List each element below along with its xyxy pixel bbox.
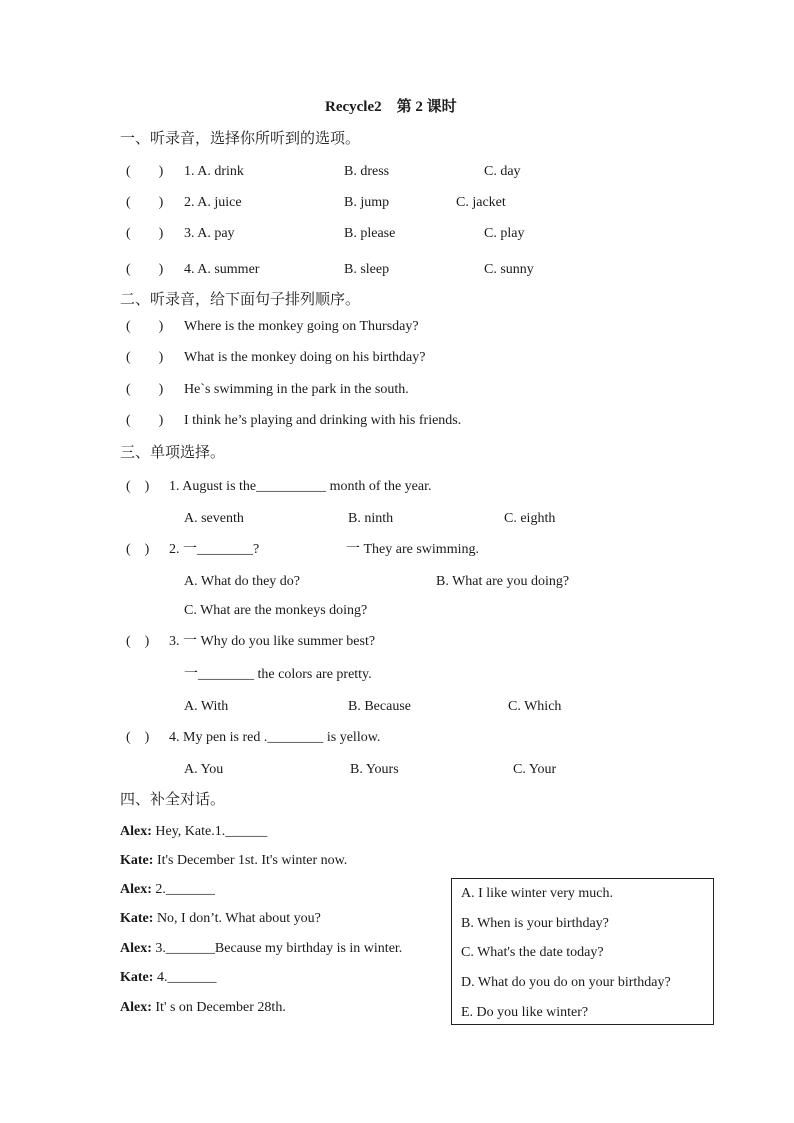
- dialogue-text: It's December 1st. It's winter now.: [156, 853, 348, 868]
- question-option-a: 3. A. pay: [184, 226, 235, 241]
- answer-paren[interactable]: ( ): [126, 542, 150, 557]
- dialogue-text: 4._______: [156, 970, 217, 985]
- dialogue-line-7: [120, 999, 286, 1017]
- dialogue-line-4: [120, 910, 321, 928]
- answer-paren[interactable]: ( ): [126, 319, 164, 334]
- speaker-name: Alex:: [120, 941, 152, 956]
- dialogue-line-5: [120, 940, 402, 958]
- option-c: C. sunny: [484, 262, 534, 277]
- speaker-name: Kate:: [120, 911, 154, 926]
- option-c: C. day: [484, 164, 521, 179]
- dialogue-text: Hey, Kate.1.______: [155, 824, 268, 839]
- option-c: C. eighth: [504, 511, 556, 526]
- box-option-a: A. I like winter very much.: [461, 886, 614, 901]
- option-b: B. dress: [344, 164, 390, 179]
- page-title: Recycle2 第 2 课时: [325, 99, 457, 115]
- question-option-a: 4. A. summer: [184, 262, 260, 277]
- question-option-a: 2. A. juice: [184, 195, 242, 210]
- answer-paren[interactable]: ( ): [126, 262, 164, 277]
- answer-paren[interactable]: ( ): [126, 382, 164, 397]
- question-stem: 3. 一 Why do you like summer best?: [169, 634, 376, 649]
- box-option-d: D. What do you do on your birthday?: [461, 975, 671, 990]
- option-c: C. Which: [508, 699, 562, 714]
- question-stem: 1. August is the__________ month of the year.: [169, 479, 432, 494]
- option-b: B. please: [344, 226, 396, 241]
- question-stem: 4. My pen is red .________ is yellow.: [169, 730, 381, 745]
- speaker-name: Alex:: [120, 824, 152, 839]
- option-a: A. What do they do?: [184, 574, 300, 589]
- speaker-name: Kate:: [120, 853, 154, 868]
- option-b: B. What are you doing?: [436, 574, 570, 589]
- order-sentence: I think he’s playing and drinking with his friends.: [184, 413, 462, 428]
- box-option-c: C. What's the date today?: [461, 945, 604, 960]
- question-reply: 一 They are swimming.: [346, 542, 479, 557]
- dialogue-text: 2._______: [155, 882, 215, 897]
- dialogue-text: It' s on December 28th.: [155, 1000, 286, 1015]
- answer-paren[interactable]: ( ): [126, 195, 164, 210]
- speaker-name: Kate:: [120, 970, 154, 985]
- box-option-b: B. When is your birthday?: [461, 916, 609, 931]
- option-a: A. seventh: [184, 511, 244, 526]
- option-a: A. You: [184, 762, 224, 777]
- option-c: C. Your: [513, 762, 557, 777]
- section-2-heading: 二、听录音，给下面句子排列顺序。: [120, 292, 361, 308]
- box-option-e: E. Do you like winter?: [461, 1005, 589, 1020]
- speaker-name: Alex:: [120, 1000, 152, 1015]
- question-reply: 一________ the colors are pretty.: [184, 667, 372, 682]
- dialogue-text: 3._______Because my birthday is in winter.: [155, 941, 403, 956]
- order-sentence: He`s swimming in the park in the south.: [184, 382, 409, 397]
- answer-paren[interactable]: ( ): [126, 479, 150, 494]
- dialogue-line-6: [120, 969, 216, 987]
- speaker-name: Alex:: [120, 882, 152, 897]
- answer-paren[interactable]: ( ): [126, 413, 164, 428]
- section-3-heading: 三、单项选择。: [120, 445, 226, 461]
- answer-paren[interactable]: ( ): [126, 350, 164, 365]
- question-stem: 2. 一________?: [169, 542, 260, 557]
- order-sentence: Where is the monkey going on Thursday?: [184, 319, 419, 334]
- answer-paren[interactable]: ( ): [126, 226, 164, 241]
- option-a: A. With: [184, 699, 229, 714]
- option-b: B. ninth: [348, 511, 394, 526]
- option-b: B. jump: [344, 195, 390, 210]
- section-1-heading: 一、听录音，选择你所听到的选项。: [120, 131, 361, 147]
- answer-paren[interactable]: ( ): [126, 634, 150, 649]
- answer-paren[interactable]: ( ): [126, 164, 164, 179]
- option-c: C. What are the monkeys doing?: [184, 603, 368, 618]
- option-b: B. Because: [348, 699, 411, 714]
- option-b: B. Yours: [350, 762, 399, 777]
- dialogue-line-2: [120, 852, 347, 870]
- answer-paren[interactable]: ( ): [126, 730, 150, 745]
- question-option-a: 1. A. drink: [184, 164, 244, 179]
- option-b: B. sleep: [344, 262, 390, 277]
- dialogue-line-3: [120, 881, 215, 899]
- option-c: C. play: [484, 226, 525, 241]
- options-box: [451, 878, 714, 1025]
- order-sentence: What is the monkey doing on his birthday?: [184, 350, 426, 365]
- section-4-heading: 四、补全对话。: [120, 792, 226, 808]
- dialogue-line-1: [120, 823, 267, 841]
- dialogue-text: No, I don’t. What about you?: [156, 911, 321, 926]
- option-c: C. jacket: [456, 195, 506, 210]
